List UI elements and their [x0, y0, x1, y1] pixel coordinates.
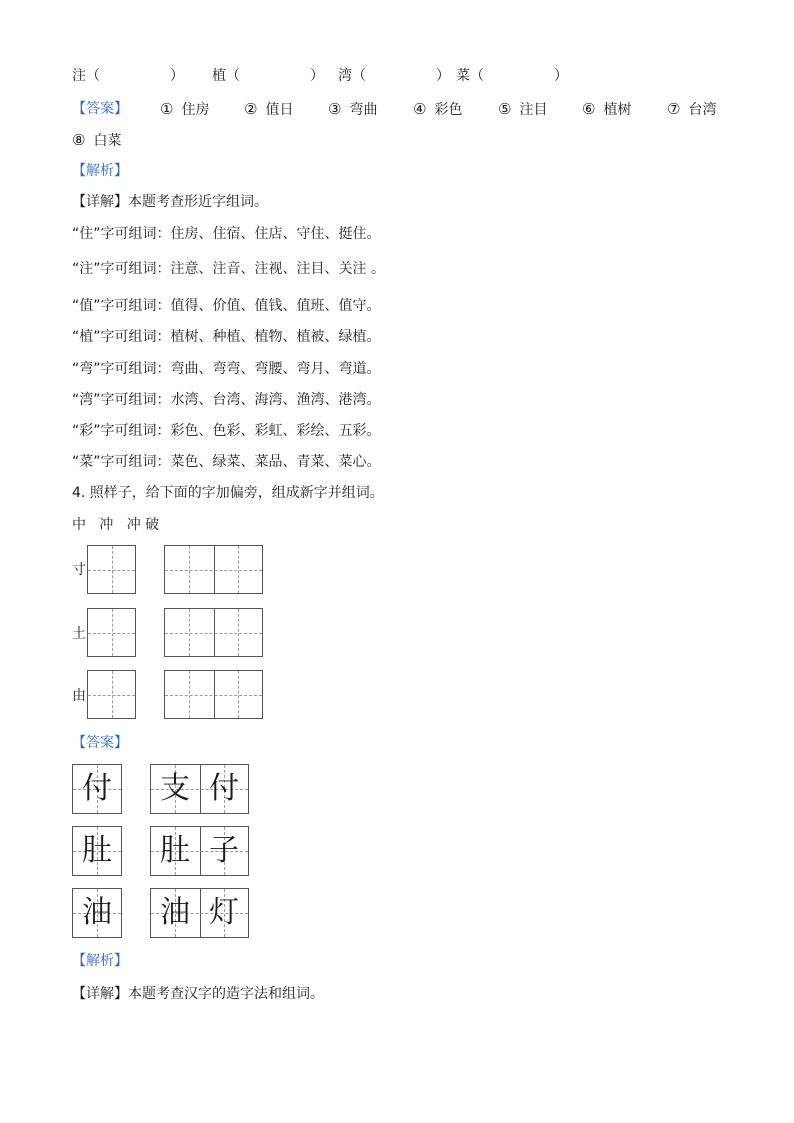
example-char: 冲	[99, 517, 114, 533]
answer-word: 注目	[519, 102, 548, 118]
char: 湾	[338, 68, 352, 84]
answer-char: 支	[160, 771, 190, 806]
answer-word: 值日	[265, 102, 294, 118]
answer-item-1	[244, 100, 293, 119]
analysis-line: “湾”字可组词：水湾、台湾、海湾、渔湾、港湾。	[72, 392, 381, 408]
analysis-tag: 【解析】	[72, 163, 128, 179]
answer-char: 付	[209, 771, 239, 806]
number-badge: ④	[413, 100, 427, 118]
answer-word: 住房	[181, 102, 210, 118]
answer-box	[72, 826, 122, 876]
analysis-line: “注”字可组词：注意、注音、注视、注目、关注 。	[72, 261, 385, 277]
analysis-tag: 【解析】	[72, 953, 128, 969]
answer-item-3	[413, 100, 462, 119]
answer-item-0	[160, 100, 209, 119]
answer-char: 肚	[160, 833, 190, 868]
answer-word: 彩色	[434, 102, 463, 118]
writing-box-pair[interactable]	[164, 608, 263, 657]
answer-item-6	[667, 100, 716, 119]
answer-tag: 【答案】	[72, 735, 128, 751]
analysis-line: “弯”字可组词：弯曲、弯弯、弯腰、弯月、弯道。	[72, 361, 381, 377]
writing-box-pair[interactable]	[164, 545, 263, 594]
number-badge: ⑧	[72, 131, 86, 149]
example-char: 冲	[126, 517, 141, 533]
answer-word: 白菜	[93, 133, 122, 149]
writing-box-pair[interactable]	[164, 670, 263, 719]
answer-word: 弯曲	[349, 102, 378, 118]
question-title: 4. 照样子，给下面的字加偏旁，组成新字并组词。	[72, 485, 384, 501]
example-char: 中	[72, 517, 86, 533]
analysis-line: “植”字可组词：植树、种植、植物、植被、绿植。	[72, 329, 381, 345]
answer-box	[72, 888, 122, 938]
radical-label: 由	[72, 688, 86, 704]
answer-item-7	[72, 131, 121, 150]
analysis-line: “值”字可组词：值得、价值、值钱、值班、值守。	[72, 298, 381, 314]
analysis-line: “住”字可组词：住房、住宿、住店、守住、挺住。	[72, 226, 381, 242]
radical-label: 寸	[72, 562, 86, 578]
number-badge: ②	[244, 100, 258, 118]
answer-char: 灯	[209, 895, 239, 930]
answer-char: 油	[160, 895, 190, 930]
answer-char: 肚	[82, 833, 112, 868]
line1-item-0	[72, 67, 184, 85]
blank-paren: （ ）	[470, 68, 568, 84]
analysis-line: “菜”字可组词：菜色、绿菜、菜品、青菜、菜心。	[72, 454, 381, 470]
answer-box	[72, 764, 122, 814]
example-char: 破	[145, 517, 160, 533]
analysis-detail: 【详解】本题考查形近字组词。	[72, 194, 268, 210]
char: 植	[212, 68, 226, 84]
line1-item-2	[338, 67, 450, 85]
writing-box[interactable]	[87, 608, 136, 657]
line1-item-3	[456, 67, 568, 85]
answer-item-4	[498, 100, 547, 119]
analysis-line: “彩”字可组词：彩色、色彩、彩虹、彩绘、五彩。	[72, 423, 381, 439]
writing-box[interactable]	[87, 670, 136, 719]
number-badge: ⑦	[667, 100, 681, 118]
answer-item-2	[328, 100, 377, 119]
analysis-detail: 【详解】本题考查汉字的造字法和组词。	[72, 986, 324, 1002]
line1-item-1	[212, 67, 324, 85]
example-row	[72, 516, 159, 534]
number-badge: ①	[160, 100, 174, 118]
number-badge: ③	[328, 100, 342, 118]
blank-paren: （ ）	[86, 68, 184, 84]
answer-char: 油	[82, 895, 112, 930]
answer-word: 台湾	[688, 102, 717, 118]
answer-char: 付	[82, 771, 112, 806]
blank-paren: （ ）	[226, 68, 324, 84]
answer-word: 植树	[603, 102, 632, 118]
number-badge: ⑥	[582, 100, 596, 118]
answer-char: 子	[209, 833, 239, 868]
answer-box-pair	[150, 888, 249, 938]
char: 注	[72, 68, 86, 84]
answer-box-pair	[150, 764, 249, 814]
number-badge: ⑤	[498, 100, 512, 118]
radical-label: 土	[72, 626, 86, 642]
writing-box[interactable]	[87, 545, 136, 594]
blank-paren: （ ）	[352, 68, 450, 84]
answer-tag: 【答案】	[72, 101, 128, 117]
char: 菜	[456, 68, 470, 84]
answer-box-pair	[150, 826, 249, 876]
answer-item-5	[582, 100, 631, 119]
